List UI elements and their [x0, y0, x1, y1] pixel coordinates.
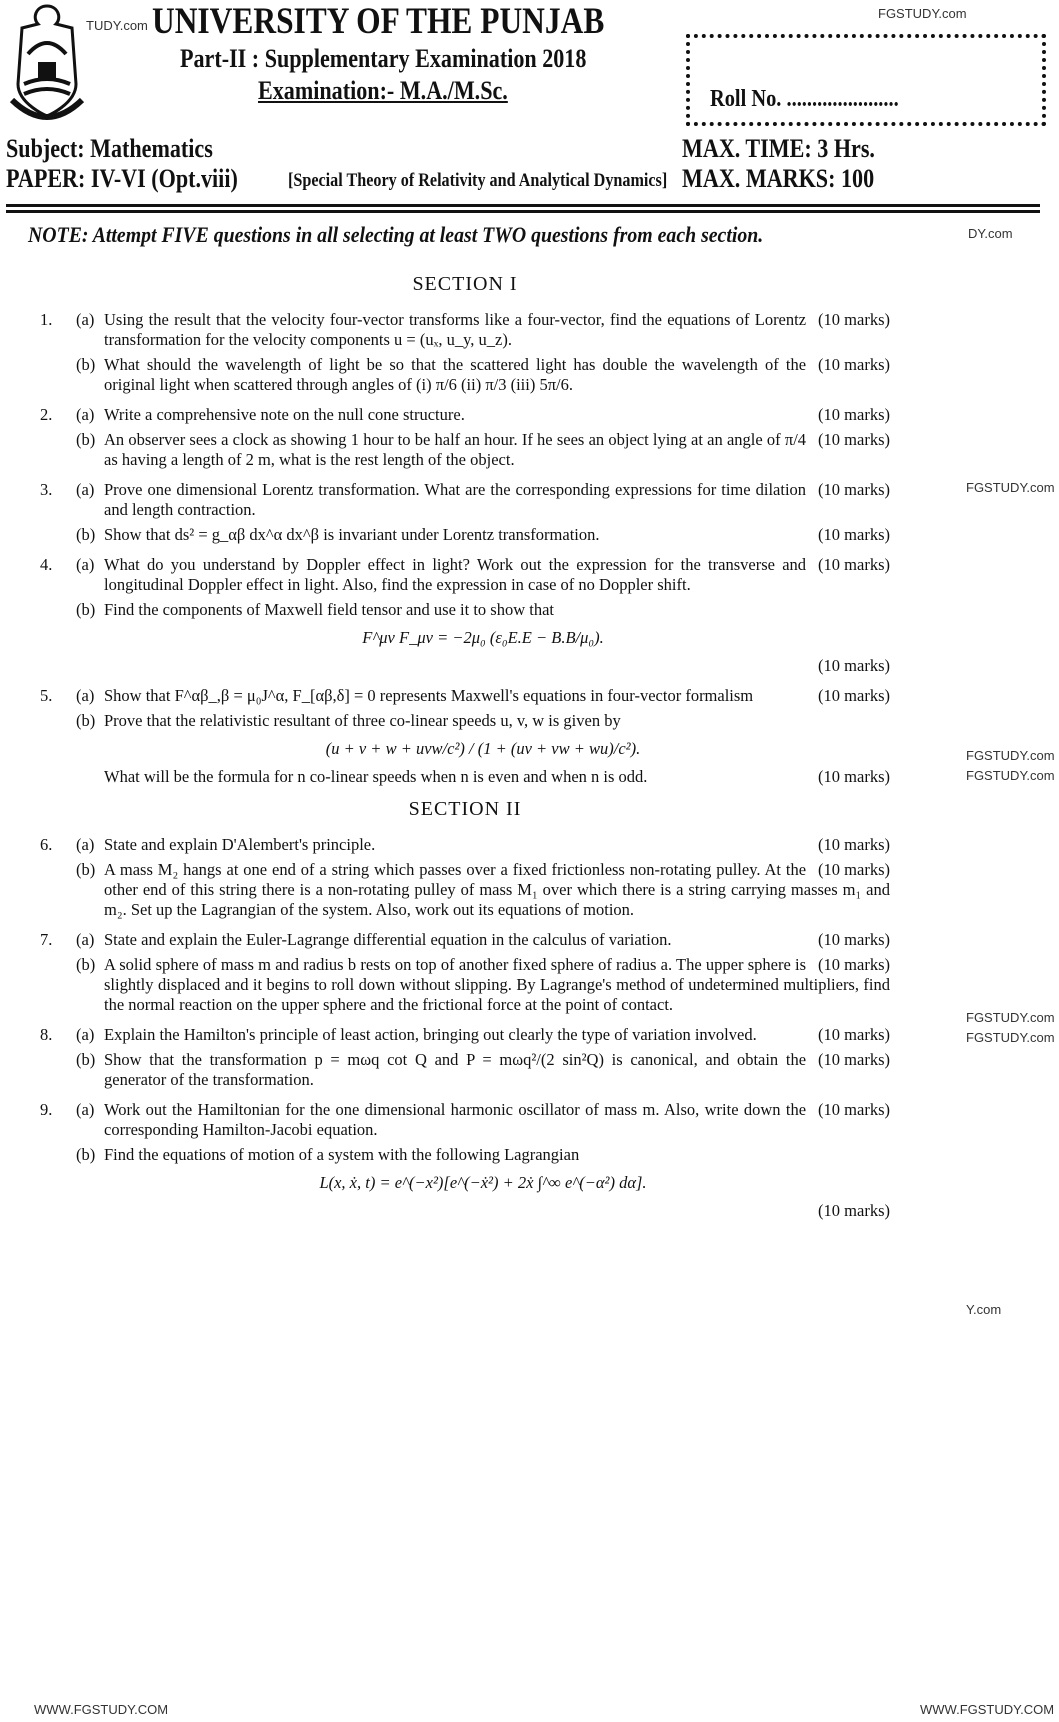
part-text	[104, 430, 890, 470]
marks: (10 marks)	[818, 686, 890, 705]
part-label: (b)	[76, 955, 96, 974]
section-heading: SECTION I	[412, 273, 518, 295]
part-text-content: What will be the formula for n co-linear speeds when n is even and when n is odd.	[104, 767, 648, 786]
watermark: FGSTUDY.com	[966, 1030, 1055, 1045]
question-part	[76, 1145, 890, 1221]
marks: (10 marks)	[818, 405, 890, 424]
part-text-content: Explain the Hamilton's principle of least action, bringing out clearly the type of variation involved.	[104, 1025, 757, 1044]
part-text	[104, 525, 890, 545]
question	[40, 1100, 890, 1221]
note: NOTE: Attempt FIVE questions in all selecting at least TWO questions from each section.	[28, 222, 764, 247]
marks: (10 marks)	[818, 430, 890, 449]
part-label: (a)	[76, 835, 95, 854]
part-label: (b)	[76, 355, 96, 374]
part-text	[104, 480, 890, 520]
watermark: WWW.FGSTUDY.COM	[920, 1702, 1055, 1717]
marks: (10 marks)	[818, 656, 890, 675]
marks: (10 marks)	[818, 835, 890, 854]
part-label: (b)	[76, 525, 96, 544]
part-text	[104, 355, 890, 395]
question-part	[76, 1025, 890, 1045]
equation: (u + v + w + uvw/c²) / (1 + (uv + vw + wu)/c²).	[325, 739, 641, 758]
question-part	[76, 860, 890, 920]
part-label: (a)	[76, 1100, 95, 1119]
question-part	[76, 1100, 890, 1140]
marks: (10 marks)	[818, 1201, 890, 1220]
roll-no-field: Roll No. ......................	[710, 86, 899, 112]
question-part	[76, 480, 890, 520]
part-label: (a)	[76, 555, 95, 574]
divider	[6, 204, 1040, 207]
watermark: FGSTUDY.com	[966, 748, 1055, 763]
max-marks: MAX. MARKS: 100	[682, 164, 875, 193]
marks: (10 marks)	[818, 767, 890, 786]
question-number: 9.	[40, 1100, 53, 1119]
part-text	[104, 860, 890, 920]
part-text-content: State and explain D'Alembert's principle.	[104, 835, 376, 854]
roll-no-box	[686, 34, 1046, 126]
part-text	[104, 955, 890, 1015]
watermark: FGSTUDY.com	[966, 480, 1055, 495]
marks: (10 marks)	[818, 930, 890, 949]
section-heading: SECTION II	[408, 798, 522, 820]
question-part	[76, 835, 890, 855]
part-label: (b)	[76, 1050, 96, 1069]
watermark: Y.com	[966, 1302, 1002, 1317]
marks: (10 marks)	[818, 1050, 890, 1069]
question	[40, 555, 890, 676]
part-text-content: State and explain the Euler-Lagrange differential equation in the calculus of variation.	[104, 930, 672, 949]
examination-name: Examination:- M.A./M.Sc.	[258, 76, 508, 105]
part-text	[104, 1201, 890, 1221]
part-text-content: Prove that the relativistic resultant of three co-linear speeds u, v, w is given by	[104, 711, 621, 730]
question-part	[76, 430, 890, 470]
part-text-content: Show that ds² = g_αβ dx^α dx^β is invariant under Lorentz transformation.	[104, 525, 600, 544]
marks: (10 marks)	[818, 555, 890, 574]
part-text-content: Work out the Hamiltonian for the one dimensional harmonic oscillator of mass m. Also, write down the corresponding Hamilton-Jacobi equation.	[104, 1100, 807, 1139]
question	[40, 310, 890, 395]
question-part	[76, 930, 890, 950]
question-number: 5.	[40, 686, 53, 705]
part-label: (a)	[76, 686, 95, 705]
divider	[6, 210, 1040, 213]
part-label: (a)	[76, 1025, 95, 1044]
question-part	[76, 355, 890, 395]
university-name: UNIVERSITY OF THE PUNJAB	[152, 1, 605, 42]
part-text-content: A mass M₂ hangs at one end of a string which passes over a fixed frictionless non-rotating pulley. At the other end of this string there is a non-rotating pulley of mass M₁ over which there is a string carrying masses m₁ and m₂. Set up the Lagrangian of the system. Also, work out its equations of motion.	[104, 860, 890, 919]
question	[40, 930, 890, 1015]
part-text	[104, 310, 890, 350]
part-text	[104, 686, 890, 706]
part-text	[104, 930, 890, 950]
part-text	[104, 1100, 890, 1140]
question-part	[76, 955, 890, 1015]
equation: L(x, ẋ, t) = e^(−x²)[e^(−ẋ²) + 2ẋ ∫^∞ e^(−α²) dα].	[319, 1173, 647, 1192]
watermark: FGSTUDY.com	[966, 1010, 1055, 1025]
part-text	[104, 656, 890, 676]
question-number: 6.	[40, 835, 53, 854]
question	[40, 686, 890, 787]
watermark: FGSTUDY.com	[966, 768, 1055, 783]
university-logo	[8, 4, 86, 122]
part-label: (a)	[76, 930, 95, 949]
marks: (10 marks)	[818, 1025, 890, 1044]
max-time: MAX. TIME: 3 Hrs.	[682, 134, 875, 163]
equation: F^μν F_μν = −2μ₀ (ε₀E.E − B.B/μ₀).	[362, 628, 604, 647]
questions-list	[40, 268, 890, 1231]
part-text	[104, 405, 890, 425]
question-part	[76, 405, 890, 425]
paper: PAPER: IV-VI (Opt.viii)	[6, 164, 238, 193]
part-label: (b)	[76, 430, 96, 449]
part-text-content: Write a comprehensive note on the null cone structure.	[104, 405, 465, 424]
question-part	[76, 525, 890, 545]
question-number: 8.	[40, 1025, 53, 1044]
question	[40, 1025, 890, 1090]
question-part	[76, 711, 890, 787]
question-part	[76, 1050, 890, 1090]
marks: (10 marks)	[818, 955, 890, 974]
watermark: FGSTUDY.com	[878, 6, 967, 21]
question-part	[76, 686, 890, 706]
question-part	[76, 310, 890, 350]
part-text-content: Using the result that the velocity four-vector transforms like a four-vector, find the equations of Lorentz transformation for the velocity components u = (uₓ, u_y, u_z).	[104, 310, 807, 349]
question	[40, 405, 890, 470]
part-text	[104, 835, 890, 855]
part-label: (a)	[76, 310, 95, 329]
question-part	[76, 555, 890, 595]
question-number: 2.	[40, 405, 53, 424]
part-text-content: What should the wavelength of light be so that the scattered light has double the wavelength of the original light when scattered through angles of (i) π/6 (ii) π/3 (iii) 5π/6.	[104, 355, 807, 394]
part-text	[104, 1145, 890, 1165]
question	[40, 480, 890, 545]
part-text-content: Find the components of Maxwell field tensor and use it to show that	[104, 600, 555, 619]
marks: (10 marks)	[818, 480, 890, 499]
part-label: (b)	[76, 860, 96, 879]
question-number: 3.	[40, 480, 53, 499]
part-label: (b)	[76, 711, 96, 730]
question-part	[76, 600, 890, 676]
part-text-content: Find the equations of motion of a system with the following Lagrangian	[104, 1145, 580, 1164]
part-text	[104, 1025, 890, 1045]
watermark: WWW.FGSTUDY.COM	[34, 1702, 169, 1717]
part-text	[104, 600, 890, 620]
watermark: TUDY.com	[86, 18, 148, 33]
part-text-content: An observer sees a clock as showing 1 hour to be half an hour. If he sees an object lying at an angle of π/4 as having a length of 2 m, what is the rest length of the object.	[104, 430, 807, 469]
part-text-content: Show that the transformation p = mωq cot Q and P = mωq²/(2 sin²Q) is canonical, and obtain the generator of the transformation.	[104, 1050, 807, 1089]
part-text	[104, 767, 890, 787]
part-label: (a)	[76, 405, 95, 424]
question-number: 1.	[40, 310, 53, 329]
question-number: 4.	[40, 555, 53, 574]
watermark: DY.com	[968, 226, 1013, 241]
marks: (10 marks)	[818, 860, 890, 879]
subject: Subject: Mathematics	[6, 134, 213, 163]
exam-part: Part-II : Supplementary Examination 2018	[180, 44, 587, 73]
part-text-content: What do you understand by Doppler effect in light? Work out the expression for the transverse and longitudinal Doppler effect in light. Also, find the expression in case of no Doppler shift.	[104, 555, 807, 594]
marks: (10 marks)	[818, 1100, 890, 1119]
part-text	[104, 555, 890, 595]
part-label: (b)	[76, 600, 96, 619]
part-text	[104, 711, 890, 731]
part-text-content: A solid sphere of mass m and radius b rests on top of another fixed sphere of radius a. The upper sphere is slightly displaced and it begins to roll down without slipping. By Lagrange's method of undetermined multipliers, find the normal reaction on the upper sphere and the frictional force at the point of contact.	[104, 955, 890, 1014]
part-text	[104, 1050, 890, 1090]
part-label: (a)	[76, 480, 95, 499]
part-text-content: Show that F^αβ_,β = μ₀J^α, F_[αβ,δ] = 0 represents Maxwell's equations in four-vector formalism	[104, 686, 754, 705]
question	[40, 835, 890, 920]
part-text-content: Prove one dimensional Lorentz transformation. What are the corresponding expressions for time dilation and length contraction.	[104, 480, 807, 519]
marks: (10 marks)	[818, 310, 890, 329]
marks: (10 marks)	[818, 525, 890, 544]
question-number: 7.	[40, 930, 53, 949]
marks: (10 marks)	[818, 355, 890, 374]
part-label: (b)	[76, 1145, 96, 1164]
paper-title: [Special Theory of Relativity and Analytical Dynamics]	[288, 170, 668, 191]
